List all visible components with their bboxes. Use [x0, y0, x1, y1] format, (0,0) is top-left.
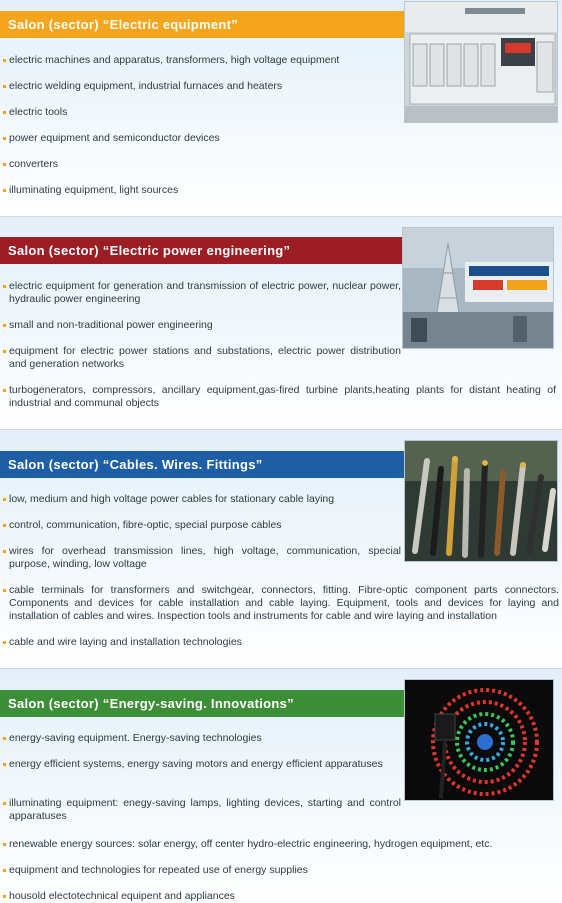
- list-item: illuminating equipment: enegy-saving lamps, lighting devices, starting and control apparatuses: [9, 797, 401, 822]
- list-item: equipment and technologies for repeated use of energy supplies: [9, 864, 559, 877]
- salon-electric-equipment: [0, 0, 562, 217]
- list-item: cable terminals for transformers and switchgear, connectors, fitting. Fibre-optic component parts connectors. Components and devices for cable installation and cable laying. Equipment, tools and devices for laying and installation of cables and wires. Inspection tools and instruments for cable and wire laying and installation: [9, 584, 559, 622]
- list-item: energy-saving equipment. Energy-saving technologies: [9, 732, 401, 745]
- cable-samples-photo: [404, 440, 558, 562]
- section-header: Salon (sector) “Electric power engineering”: [0, 237, 404, 264]
- list-item: electric equipment for generation and transmission of electric power, nuclear power, hydraulic power engineering: [9, 280, 401, 305]
- section-header: Salon (sector) “Energy-saving. Innovations”: [0, 690, 406, 717]
- list-item: low, medium and high voltage power cables for stationary cable laying: [9, 493, 401, 506]
- list-item: energy efficient systems, energy saving motors and energy efficient apparatuses: [9, 758, 401, 771]
- list-item: illuminating equipment, light sources: [9, 184, 404, 197]
- section-header: Salon (sector) “Cables. Wires. Fittings”: [0, 451, 406, 478]
- list-item: small and non-traditional power engineering: [9, 319, 401, 332]
- list-item: converters: [9, 158, 404, 171]
- list-item: renewable energy sources: solar energy, off center hydro-electric engineering, hydrogen equipment, etc.: [9, 838, 559, 851]
- exhibition-stand-photo: [402, 227, 554, 349]
- list-item: turbogenerators, compressors, ancillary equipment,gas-fired turbine plants,heating plants for distant heating of industrial and communal objects: [9, 384, 556, 409]
- list-item: control, communication, fibre-optic, special purpose cables: [9, 519, 401, 532]
- list-item: wires for overhead transmission lines, high voltage, communication, special purpose, winding, low voltage: [9, 545, 401, 570]
- salon-cables-wires-fittings: [0, 430, 562, 669]
- list-item: electric machines and apparatus, transformers, high voltage equipment: [9, 54, 404, 67]
- list-item: equipment for electric power stations and substations, electric power distribution and generation networks: [9, 345, 401, 370]
- led-lights-photo: [404, 679, 554, 801]
- list-item: electric welding equipment, industrial furnaces and heaters: [9, 80, 404, 93]
- salon-energy-saving-innovations: [0, 669, 562, 902]
- list-item: electric tools: [9, 106, 404, 119]
- list-item: cable and wire laying and installation technologies: [9, 636, 559, 649]
- list-item: housold electotechnical equipent and appliances: [9, 890, 559, 903]
- electric-panel-photo: [404, 1, 558, 123]
- list-item: power equipment and semiconductor devices: [9, 132, 404, 145]
- salon-electric-power-engineering: [0, 217, 562, 430]
- section-header: Salon (sector) “Electric equipment”: [0, 11, 406, 38]
